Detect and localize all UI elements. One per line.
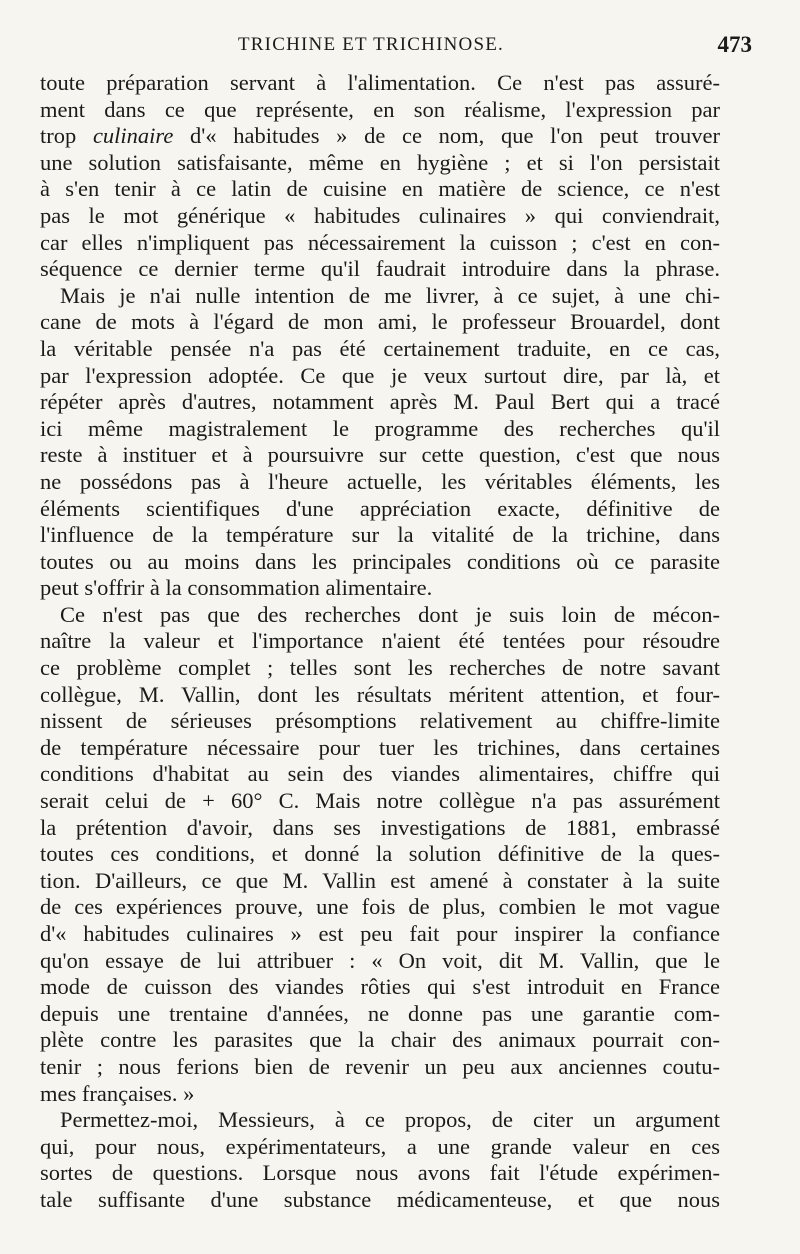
text-line: toutes ces conditions, et donné la solution définitive de la ques-: [40, 841, 720, 867]
text-line: mode de cuisson des viandes rôties qui s'est introduit en France: [40, 974, 720, 1000]
text-line: plète contre les parasites que la chair des animaux pourrait con-: [40, 1027, 720, 1053]
text-line: cane de mots à l'égard de mon ami, le professeur Brouardel, dont: [40, 309, 720, 335]
text-line: Mais je n'ai nulle intention de me livrer, à ce sujet, à une chi-: [60, 282, 720, 308]
running-title: TRICHINE ET TRICHINOSE.: [238, 34, 504, 55]
text-line: tale suffisante d'une substance médicamenteuse, et que nous: [40, 1186, 720, 1212]
text-line: séquence ce dernier terme qu'il faudrait introduire dans la phrase.: [40, 256, 720, 282]
text-fragment: trop: [40, 123, 93, 149]
running-head: [40, 34, 752, 60]
text-line: collègue, M. Vallin, dont les résultats méritent attention, et four-: [40, 681, 720, 707]
text-line: éléments scientifiques d'une appréciation exacte, définitive de: [40, 495, 720, 521]
text-line: par l'expression adoptée. Ce que je veux surtout dire, par là, et: [40, 362, 720, 388]
text-line: la prétention d'avoir, dans ses investigations de 1881, embrassé: [40, 814, 720, 840]
text-line: Ce n'est pas que des recherches dont je suis loin de mécon-: [60, 601, 720, 627]
text-line: ce problème complet ; telles sont les recherches de notre savant: [40, 655, 720, 681]
text-line: pas le mot générique « habitudes culinaires » qui conviendrait,: [40, 202, 720, 228]
text-line: la véritable pensée n'a pas été certainement traduite, en ce cas,: [40, 335, 720, 361]
text-line: mes françaises. »: [40, 1080, 195, 1106]
text-line: depuis une trentaine d'années, ne donne pas une garantie com-: [40, 1000, 720, 1026]
text-line: conditions d'habitat au sein des viandes alimentaires, chiffre qui: [40, 761, 720, 787]
text-line: répéter après d'autres, notamment après M. Paul Bert qui a tracé: [40, 389, 720, 415]
text-line: toutes ou au moins dans les principales conditions où ce parasite: [40, 548, 720, 574]
text-line: à s'en tenir à ce latin de cuisine en matière de science, ce n'est: [40, 176, 720, 202]
text-line: [40, 123, 720, 150]
text-line: peut s'offrir à la consommation alimentaire.: [40, 575, 433, 601]
text-line: toute préparation servant à l'alimentation. Ce n'est pas assuré-: [40, 70, 720, 95]
body-text: [40, 70, 720, 1214]
text-line: ici même magistralement le programme des recherches qu'il: [40, 415, 720, 441]
text-line: qui, pour nous, expérimentateurs, a une grande valeur en ces: [40, 1133, 720, 1159]
text-line: d'« habitudes culinaires » est peu fait pour inspirer la confiance: [40, 921, 720, 946]
text-line: naître la valeur et l'importance n'aient été tentées pour résoudre: [40, 628, 720, 654]
text-line: reste à instituer et à poursuivre sur cette question, c'est que nous: [40, 442, 720, 468]
text-line: ment dans ce que représente, en son réalisme, l'expression par: [40, 96, 720, 122]
page-number: 473: [717, 32, 752, 57]
text-line: une solution satisfaisante, même en hygiène ; et si l'on persistait: [40, 149, 720, 175]
text-line: tenir ; nous ferions bien de revenir un peu aux anciennes coutu-: [40, 1053, 720, 1079]
text-line: tion. D'ailleurs, ce que M. Vallin est amené à constater à la suite: [40, 867, 720, 893]
text-line: qu'on essaye de lui attribuer : « On voit, dit M. Vallin, que le: [40, 947, 720, 973]
italic-word: culinaire: [92, 123, 174, 149]
text-fragment: d'« habitudes » de ce nom, que l'on peut trouver: [173, 123, 721, 149]
text-line: de ces expériences prouve, une fois de plus, combien le mot vague: [40, 894, 720, 920]
text-line: serait celui de + 60° C. Mais notre collègue n'a pas assurément: [40, 788, 720, 814]
text-line: Permettez-moi, Messieurs, à ce propos, de citer un argument: [60, 1107, 720, 1133]
text-line: car elles n'impliquent pas nécessairement la cuisson ; c'est en con-: [40, 229, 720, 255]
text-line: l'influence de la température sur la vitalité de la trichine, dans: [40, 522, 720, 548]
text-line: de température nécessaire pour tuer les trichines, dans certaines: [40, 734, 720, 760]
text-line: sortes de questions. Lorsque nous avons fait l'étude expérimen-: [40, 1160, 720, 1186]
text-line: nissent de sérieuses présomptions relativement au chiffre-limite: [40, 708, 720, 734]
text-line: ne possédons pas à l'heure actuelle, les véritables éléments, les: [40, 468, 720, 494]
